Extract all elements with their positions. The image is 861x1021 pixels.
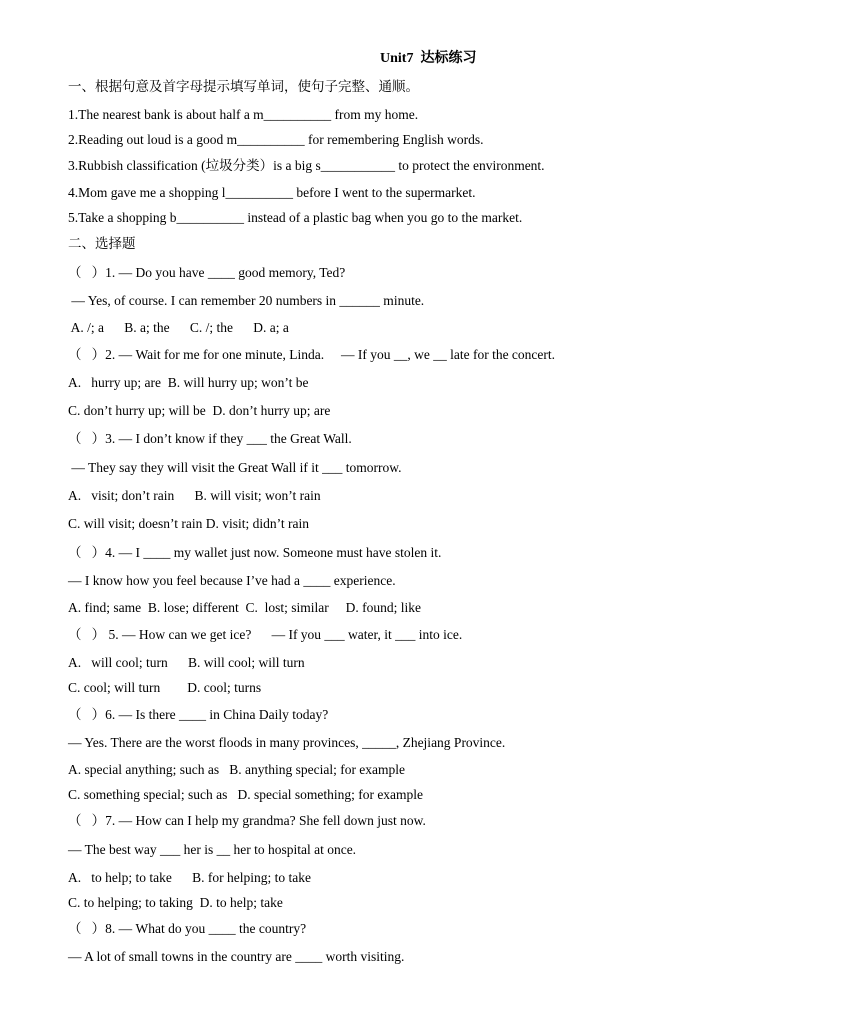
question-line: — They say they will visit the Great Wall if it ___ tomorrow. (68, 460, 402, 475)
fill-blank-item: 4.Mom gave me a shopping l__________ before I went to the supermarket. (68, 185, 476, 200)
question-options: C. cool; will turn D. cool; turns (68, 680, 262, 695)
fill-blank-item: 5.Take a shopping b__________ instead of a plastic bag when you go to the market. (68, 210, 523, 225)
question-options: C. something special; such as D. special something; for example (68, 787, 424, 802)
question-options: C. will visit; doesn’t rain D. visit; didn’t rain (68, 516, 309, 531)
question-line: （ ）6. — Is there ____ in China Daily today? (68, 707, 329, 722)
question-line: （ ）1. — Do you have ____ good memory, Ted? (68, 265, 346, 280)
question-options: A. hurry up; are B. will hurry up; won’t be (68, 375, 309, 390)
section1-heading: 一、根据句意及首字母提示填写单词，使句子完整、通顺。 (68, 79, 419, 94)
question-line: （ ） 5. — How can we get ice? — If you ___ water, it ___ into ice. (68, 627, 463, 642)
question-line: — Yes, of course. I can remember 20 numbers in ______ minute. (68, 293, 425, 308)
fill-blank-item: 1.The nearest bank is about half a m__________ from my home. (68, 107, 419, 122)
question-options: A. find; same B. lose; different C. lost; similar D. found; like (68, 600, 421, 615)
question-options: C. to helping; to taking D. to help; take (68, 895, 283, 910)
question-options: A. will cool; turn B. will cool; will turn (68, 655, 305, 670)
page-title: Unit7 达标练习 (380, 51, 477, 66)
section2-heading: 二、选择题 (68, 236, 136, 251)
question-line: （ ）4. — I ____ my wallet just now. Someone must have stolen it. (68, 545, 442, 560)
question-options: A. /; a B. a; the C. /; the D. a; a (68, 320, 289, 335)
fill-blank-item: 2.Reading out loud is a good m__________ for remembering English words. (68, 132, 484, 147)
question-line: — The best way ___ her is __ her to hospital at once. (68, 842, 357, 857)
question-line: — I know how you feel because I’ve had a ____ experience. (68, 573, 396, 588)
question-line: （ ）3. — I don’t know if they ___ the Great Wall. (68, 431, 352, 446)
question-line: （ ）7. — How can I help my grandma? She fell down just now. (68, 813, 426, 828)
question-options: C. don’t hurry up; will be D. don’t hurry up; are (68, 403, 331, 418)
question-line: — Yes. There are the worst floods in many provinces, _____, Zhejiang Province. (68, 735, 506, 750)
fill-blank-item: 3.Rubbish classification (垃圾分类）is a big s___________ to protect the environment. (68, 158, 545, 173)
question-options: A. visit; don’t rain B. will visit; won’t rain (68, 488, 321, 503)
question-line: — A lot of small towns in the country are ____ worth visiting. (68, 949, 405, 964)
question-line: （ ）2. — Wait for me for one minute, Linda. — If you __, we __ late for the concert. (68, 347, 556, 362)
question-options: A. to help; to take B. for helping; to take (68, 870, 311, 885)
question-options: A. special anything; such as B. anything special; for example (68, 762, 406, 777)
question-line: （ ）8. — What do you ____ the country? (68, 921, 307, 936)
